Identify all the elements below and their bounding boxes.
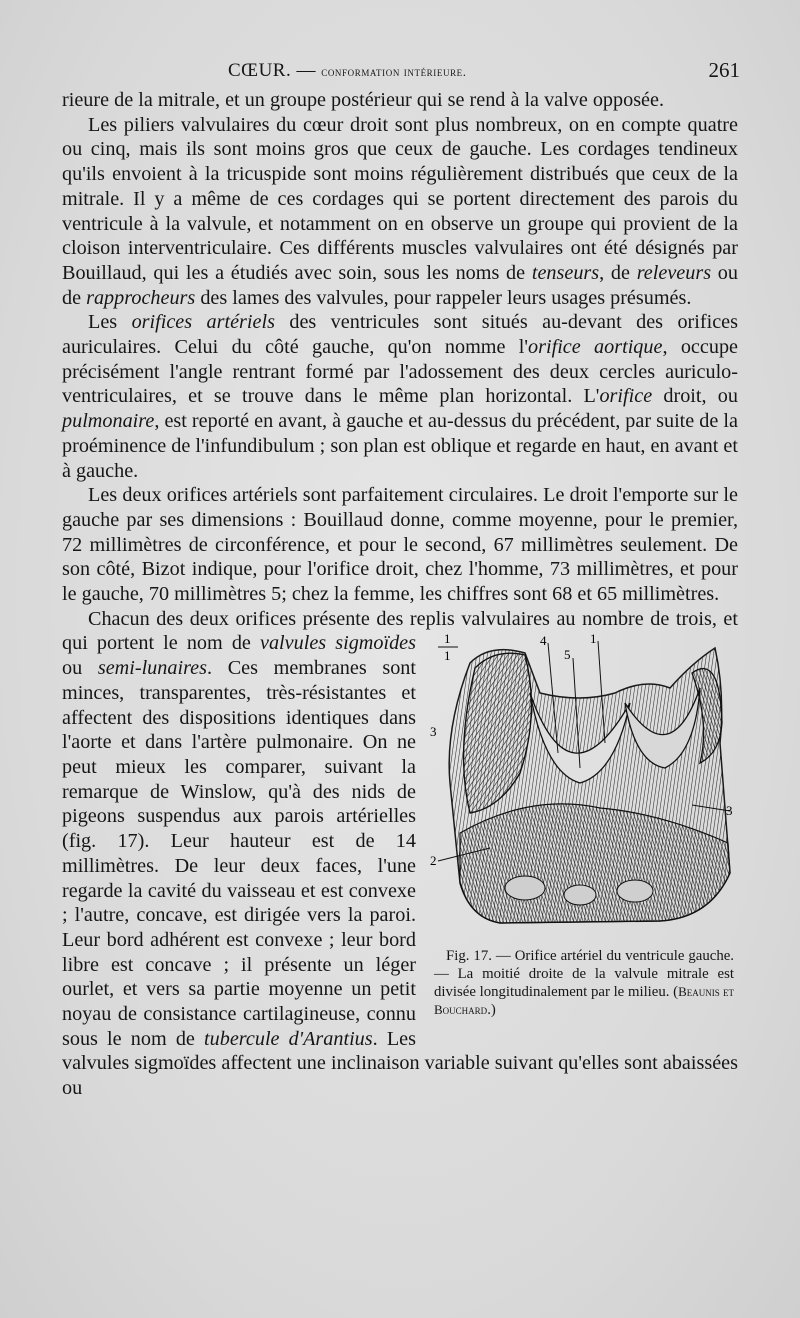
label-4: 4: [540, 633, 547, 649]
running-header: [70, 58, 740, 86]
paragraph-3: Les orifices artériels des ventricules sont situés au-devant des orifices auriculaires. Celui du côté gauche, qu'on nomme l'orifice aortique, occupe précisément l'angle rentrant formé par l'adossement des deux cercles auriculo-ventriculaires, et se trouve dans le même plan horizontal. L'orifice droit, ou pulmonaire, est reporté en avant, à gauche et au-dessus du précédent, par suite de la proéminence de l'infundibulum ; son plan est oblique et regarde en haut, en avant et à gauche.: [62, 311, 738, 482]
label-1b: 1: [590, 633, 597, 647]
term-orifice: orifice: [599, 385, 653, 408]
paragraph-5: Chacun des deux orifices présente des replis valvulaires au nombre de trois, et qui portent le nom de 1 1 4 5 1 3 3 2 Fig. 17. — Orifice artériel du ventricule gauche. — La moitié droite de la valvule mitrale est divisée longitudinalement par le milieu. (Beaunis et Bouchard.) valvules sigmoïdes ou semi-lunaires. Ces membranes sont minces, transparentes, très-résistantes et affectent des dispositions identiques dans l'aorte et dans l'artère pulmonaire. On ne peut mieux les comparer, suivant la remarque de Winslow, qu'à des nids de pigeons suspendus aux parois artérielles (fig. 17). Leur hauteur est de 14 millimètres. De leur deux faces, l'une regarde la cavité du vaisseau et est convexe ; l'autre, concave, est dirigée vers la paroi. Leur bord adhérent est convexe ; leur bord libre est concave ; il présente un léger ourlet, et vers sa partie moyenne un petit noyau de consistance cartilagineuse, connu sous le nom de tubercule d'Arantius. Les valvules sigmoïdes affectent une inclinaison variable suivant qu'elles sont abaissées ou: [62, 607, 738, 1100]
running-title-sub: conformation intérieure.: [321, 64, 467, 79]
figure-caption: Fig. 17. — Orifice artériel du ventricule gauche. — La moitié droite de la valvule mitrale est divisée longitudinalement par le milieu. (Beaunis et Bouchard.): [434, 948, 735, 1019]
term-tubercule-arantius: tubercule d'Arantius: [204, 1027, 373, 1050]
paragraph-4: Les deux orifices artériels sont parfaitement circulaires. Le droit l'emporte sur le gauche par ses dimensions : Bouillaud donne, comme moyenne, pour le premier, 72 millimètres de circonférence, et pour le second, 67 millimètres seulement. De son côté, Bizot indique, pour l'orifice droit, chez l'homme, 73 millimètres, et pour le gauche, 70 millimètres 5; chez la femme, les chiffres sont 68 et 65 millimètres.: [62, 484, 738, 606]
term-semi-lunaires: semi-lunaires: [97, 657, 207, 680]
label-1-bottom: 1: [444, 648, 451, 664]
term-releveurs: releveurs: [636, 261, 712, 284]
paragraph-2: Les piliers valvulaires du cœur droit sont plus nombreux, on en compte quatre ou cinq, mais ils sont moins gros que ceux de gauche. Les cordages tendineux qu'ils envoient à la tricuspide sont moins régulièrement distribués que ceux de la mitrale. Il y a même de ces cordages qui se portent directement des parois du ventricule à la valvule, et notamment on en observe un groupe qui provient de la cloison interventriculaire. Ces différents muscles valvulaires ont été désignés par Bouillaud, qui les a étudiés avec soin, sous les noms de tenseurs, de releveurs ou de rapprocheurs des lames des valvules, pour rappeler leurs usages présumés.: [62, 113, 738, 309]
term-orifices-arteriels: orifices artériels: [131, 311, 275, 334]
paragraph-1: rieure de la mitrale, et un groupe postérieur qui se rend à la valve opposée.: [62, 89, 665, 111]
term-orifice-aortique: orifice aortique: [528, 336, 663, 359]
running-title-main: CŒUR.: [228, 60, 292, 81]
term-valvules-sigmoides: valvules sigmoïdes: [260, 632, 416, 655]
term-tenseurs: tenseurs: [531, 261, 600, 284]
label-5: 5: [564, 647, 571, 663]
term-rapprocheurs: rapprocheurs: [86, 286, 196, 309]
label-3-right: 3: [726, 803, 733, 819]
trabecula-1: [505, 876, 545, 900]
running-title-separator: —: [296, 60, 316, 81]
label-1-top: 1: [444, 633, 451, 647]
trabecula-2: [564, 885, 596, 905]
running-title: [228, 60, 467, 82]
caption-authors: Beaunis et Bouchard: [434, 984, 735, 1018]
figure-17-engraving: [430, 633, 738, 943]
label-2: 2: [430, 853, 437, 869]
term-pulmonaire: pulmonaire: [62, 410, 155, 433]
page-number: 261: [708, 58, 740, 82]
trabecula-3: [617, 880, 653, 902]
body-text: [62, 88, 738, 1101]
figure-17: [430, 633, 738, 1019]
label-3-left: 3: [430, 724, 437, 740]
